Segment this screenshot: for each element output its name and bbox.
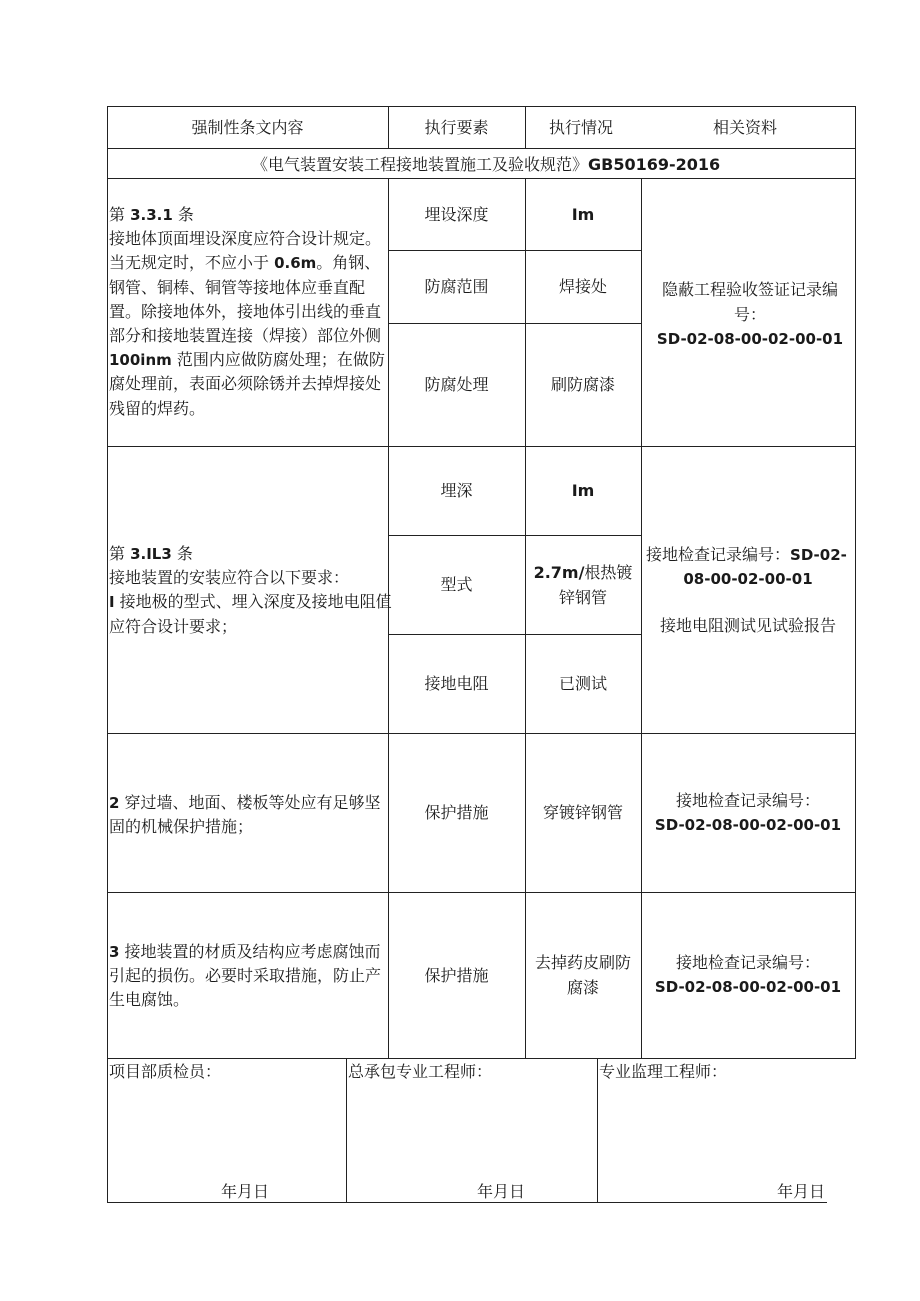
element-cell: 保护措施 bbox=[424, 965, 489, 985]
reference-code: 08-00-02-00-01 bbox=[683, 570, 813, 588]
reference-label: 接地检查记录编号： bbox=[675, 953, 820, 972]
status-cell: Im bbox=[571, 481, 595, 500]
element-cell: 接地电阻 bbox=[424, 674, 489, 693]
date-contractor: 年月日 bbox=[477, 1182, 526, 1201]
clause-item: I 接地极的型式、埋入深度及接地电阻值应符合设计要求； bbox=[109, 592, 392, 636]
standard-code: GB50169-2016 bbox=[588, 155, 721, 174]
clause-3-3-1 bbox=[109, 203, 393, 421]
element-cell: 埋设深度 bbox=[424, 204, 489, 224]
element-cell: 防腐处理 bbox=[424, 375, 489, 394]
element-cell: 保护措施 bbox=[424, 803, 489, 822]
status-cell: 刷防腐漆 bbox=[550, 375, 615, 394]
reference-label: 接地检查记录编号：SD-02- bbox=[646, 545, 847, 564]
date-inspector: 年月日 bbox=[221, 1182, 270, 1201]
date-supervisor: 年月日 bbox=[777, 1182, 826, 1201]
clause-item-2: 2 穿过墙、地面、楼板等处应有足够坚固的机械保护措施； bbox=[109, 793, 381, 837]
clause-title: 第 3.3.1 条 bbox=[109, 205, 194, 224]
reference-code: SD-02-08-00-02-00-01 bbox=[654, 978, 842, 996]
signature-inspector: 项目部质检员： bbox=[109, 1062, 222, 1081]
clause-item-3: 3 接地装置的材质及结构应考虑腐蚀而引起的损伤。必要时采取措施，防止产生电腐蚀。 bbox=[109, 942, 382, 1010]
element-cell: 埋深 bbox=[440, 481, 473, 500]
element-cell: 型式 bbox=[440, 575, 473, 594]
header-col-clause: 强制性条文内容 bbox=[191, 118, 304, 137]
reference-cell bbox=[650, 274, 850, 354]
reference-cell bbox=[641, 892, 855, 1058]
status-cell: 去掉药皮刷防腐漆 bbox=[534, 953, 631, 997]
status-cell: 焊接处 bbox=[558, 277, 607, 296]
reference-cell bbox=[641, 733, 855, 892]
status-cell: 已测试 bbox=[558, 674, 607, 693]
header-col-reference: 相关资料 bbox=[713, 118, 778, 137]
standard-title bbox=[252, 153, 720, 177]
header-col-status: 执行情况 bbox=[549, 118, 614, 137]
clause-title: 第 3.IL3 条 bbox=[109, 544, 193, 563]
reference-label: 接地检查记录编号： bbox=[675, 790, 820, 810]
element-cell: 防腐范围 bbox=[424, 277, 489, 296]
reference-note: 接地电阻测试见试验报告 bbox=[659, 616, 836, 635]
clause-text: 接地体顶面埋设深度应符合设计规定。当无规定时，不应小于 0.6m。角钢、钢管、铜棒、铜管等接地体应垂直配置。除接地体外，接地体引出线的垂直部分和接地装置连接（焊接）部位外侧 100inm 范围内应做防腐处理；在做防腐处理前，表面必须除锈并去掉焊接处残留的焊药。 bbox=[109, 229, 385, 418]
status-cell: Im bbox=[571, 204, 595, 224]
status-cell: 穿镀锌钢管 bbox=[542, 803, 623, 822]
signature-supervisor-engineer: 专业监理工程师： bbox=[599, 1062, 728, 1081]
clause-3-1-3 bbox=[109, 542, 393, 639]
header-col-element: 执行要素 bbox=[424, 118, 489, 137]
reference-code: SD-02-08-00-02-00-01 bbox=[654, 815, 842, 834]
reference-code: SD-02-08-00-02-00-01 bbox=[656, 329, 844, 348]
status-cell: 2.7m/根热镀锌钢管 bbox=[533, 562, 633, 607]
clause-line: 接地装置的安装应符合以下要求： bbox=[109, 568, 350, 588]
signature-contractor-engineer: 总承包专业工程师： bbox=[348, 1062, 493, 1081]
standard-title-text: 《电气装置安装工程接地装置施工及验收规范》 bbox=[252, 155, 589, 174]
reference-label: 隐蔽工程验收签证记录编号： bbox=[661, 279, 838, 324]
